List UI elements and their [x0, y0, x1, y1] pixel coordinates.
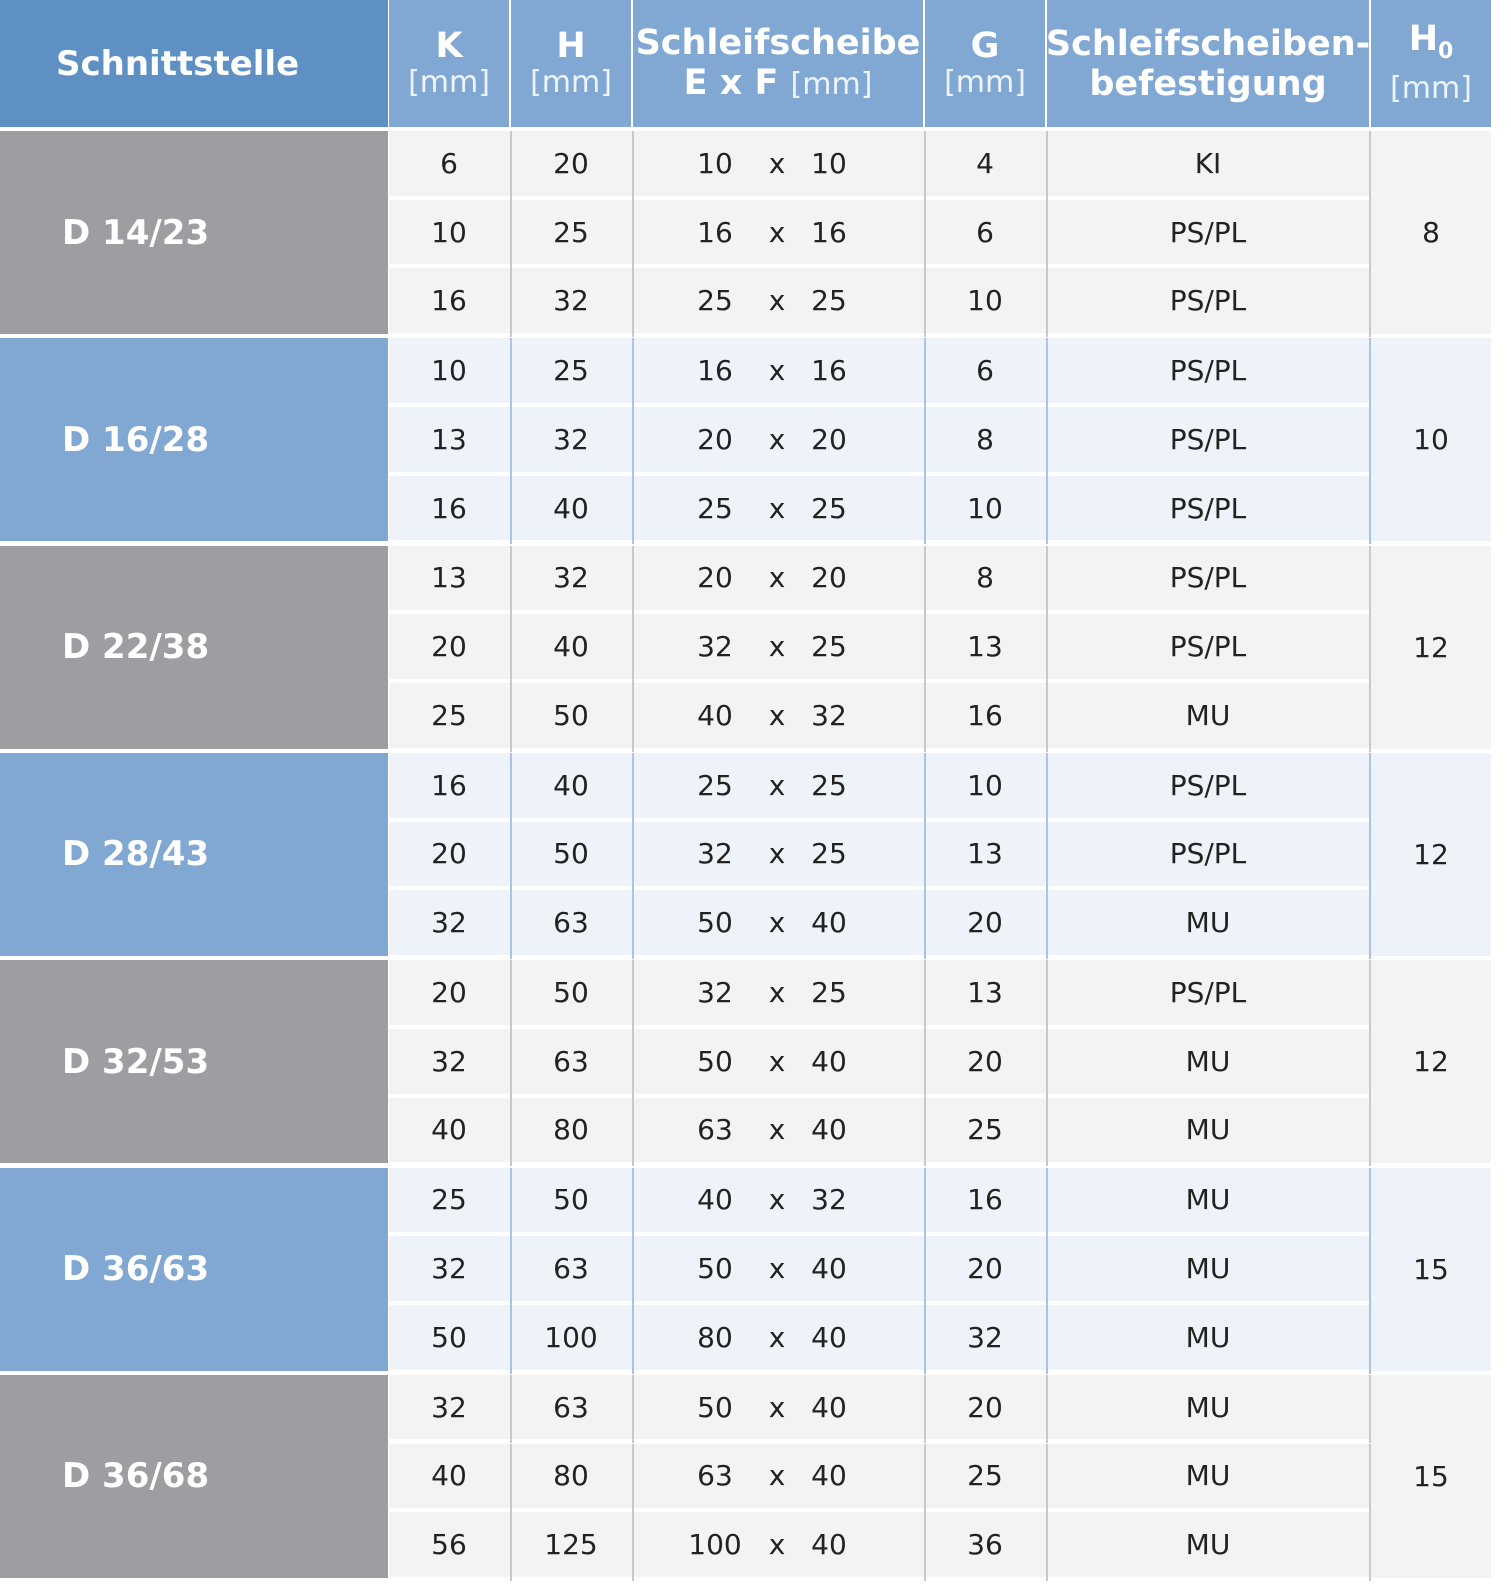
cell-bef: PS/PL [1169, 215, 1247, 249]
cell-h: 50 [553, 698, 589, 732]
cell-k: 16 [431, 768, 467, 802]
header-exf [684, 63, 873, 105]
cell-f: 32 [811, 698, 847, 732]
cell-e: 32 [697, 630, 733, 664]
cell-h: 80 [553, 1113, 589, 1147]
cell-x: x [768, 354, 786, 388]
header-k-unit: [mm] [408, 64, 490, 100]
cell-x: x [768, 491, 786, 525]
cell-k: 16 [431, 491, 467, 525]
cell-e: 40 [697, 698, 733, 732]
header-h0-letter: H [1408, 19, 1438, 59]
cell-e: 25 [697, 284, 733, 318]
cell-h: 32 [553, 561, 589, 595]
cell-x: x [768, 976, 786, 1010]
column-divider [1369, 1168, 1371, 1237]
column-divider [632, 131, 634, 200]
cell-bef: PS/PL [1169, 284, 1247, 318]
cell-k: 20 [431, 837, 467, 871]
cell-h: 25 [553, 215, 589, 249]
cell-g: 16 [967, 1183, 1003, 1217]
cell-h: 20 [553, 146, 589, 180]
column-divider [632, 1029, 634, 1098]
cell-k: 32 [431, 1252, 467, 1286]
cell-bef: PS/PL [1169, 976, 1247, 1010]
cell-h: 63 [553, 1044, 589, 1078]
header-h0-sub: 0 [1437, 39, 1454, 64]
cell-x: x [768, 1044, 786, 1078]
cell-g: 10 [967, 284, 1003, 318]
cell-bef: PS/PL [1169, 768, 1247, 802]
cell-x: x [768, 215, 786, 249]
header-k [389, 0, 509, 127]
cell-g: 20 [967, 1390, 1003, 1424]
cell-g: 20 [967, 906, 1003, 940]
cell-e: 20 [697, 422, 733, 456]
cell-k: 25 [431, 698, 467, 732]
header-g-label: G [970, 25, 1000, 66]
header-h0-unit: [mm] [1390, 71, 1472, 106]
cell-k: 40 [431, 1459, 467, 1493]
cell-x: x [768, 422, 786, 456]
cell-e: 25 [697, 491, 733, 525]
cell-e: 50 [697, 1390, 733, 1424]
cell-e: 80 [697, 1320, 733, 1354]
cell-bef: MU [1185, 1113, 1231, 1147]
cell-e: 100 [688, 1528, 742, 1562]
cell-f: 40 [811, 1528, 847, 1562]
cell-k: 32 [431, 1390, 467, 1424]
cell-x: x [768, 561, 786, 595]
h0-value: 12 [1413, 630, 1449, 664]
cell-g: 8 [976, 561, 994, 595]
column-divider [1369, 1444, 1371, 1513]
cell-f: 25 [811, 284, 847, 318]
cell-h: 40 [553, 768, 589, 802]
column-divider [632, 407, 634, 476]
cell-f: 40 [811, 1459, 847, 1493]
cell-h: 50 [553, 1183, 589, 1217]
header-schnittstelle-label: Schnittstelle [56, 43, 300, 84]
cell-h: 40 [553, 630, 589, 664]
cell-f: 20 [811, 422, 847, 456]
cell-g: 25 [967, 1459, 1003, 1493]
group-label: D 32/53 [0, 960, 388, 1163]
column-divider [1369, 960, 1371, 1029]
column-divider [632, 1375, 634, 1444]
cell-g: 13 [967, 837, 1003, 871]
header-schleifscheibe-label: Schleifscheibe [635, 22, 921, 63]
header-schnittstelle [0, 0, 388, 127]
cell-g: 20 [967, 1252, 1003, 1286]
cell-e: 40 [697, 1183, 733, 1217]
column-divider [632, 753, 634, 822]
column-divider [1369, 1375, 1371, 1444]
column-divider [632, 683, 634, 752]
column-divider [632, 200, 634, 269]
cell-h: 63 [553, 1252, 589, 1286]
cell-x: x [768, 698, 786, 732]
cell-h: 50 [553, 976, 589, 1010]
column-divider [1369, 200, 1371, 269]
cell-k: 20 [431, 976, 467, 1010]
column-divider [632, 1512, 634, 1581]
cell-f: 40 [811, 1390, 847, 1424]
cell-g: 8 [976, 422, 994, 456]
cell-e: 63 [697, 1113, 733, 1147]
column-divider [1369, 1512, 1371, 1581]
column-divider [632, 960, 634, 1029]
cell-x: x [768, 768, 786, 802]
cell-h: 100 [544, 1320, 598, 1354]
cell-h: 40 [553, 491, 589, 525]
header-befestigung [1047, 0, 1369, 127]
cell-k: 16 [431, 284, 467, 318]
cell-e: 50 [697, 906, 733, 940]
cell-bef: PS/PL [1169, 354, 1247, 388]
h0-value: 12 [1413, 837, 1449, 871]
cell-f: 25 [811, 630, 847, 664]
header-exf-unit: [mm] [790, 66, 873, 102]
column-divider [1369, 546, 1371, 615]
cell-g: 36 [967, 1528, 1003, 1562]
cell-k: 40 [431, 1113, 467, 1147]
cell-h: 50 [553, 837, 589, 871]
cell-f: 25 [811, 768, 847, 802]
cell-bef: MU [1185, 1390, 1231, 1424]
cell-e: 16 [697, 215, 733, 249]
cell-f: 25 [811, 976, 847, 1010]
header-befestigung-line1: Schleifscheiben- [1045, 23, 1371, 64]
cell-f: 32 [811, 1183, 847, 1217]
cell-e: 50 [697, 1252, 733, 1286]
cell-e: 50 [697, 1044, 733, 1078]
header-g-unit: [mm] [944, 64, 1026, 100]
cell-e: 16 [697, 354, 733, 388]
cell-bef: MU [1185, 1459, 1231, 1493]
header-schleifscheibe [633, 0, 923, 127]
cell-h: 32 [553, 422, 589, 456]
column-divider [1369, 822, 1371, 891]
cell-f: 10 [811, 146, 847, 180]
cell-x: x [768, 284, 786, 318]
cell-f: 16 [811, 215, 847, 249]
column-divider [1369, 614, 1371, 683]
cell-k: 20 [431, 630, 467, 664]
header-h0-label [1409, 20, 1454, 71]
cell-k: 50 [431, 1320, 467, 1354]
cell-bef: MU [1185, 698, 1231, 732]
cell-g: 25 [967, 1113, 1003, 1147]
cell-g: 13 [967, 976, 1003, 1010]
cell-g: 6 [976, 215, 994, 249]
h0-value: 12 [1413, 1045, 1449, 1079]
header-g [925, 0, 1045, 127]
cell-k: 13 [431, 561, 467, 595]
cell-x: x [768, 1183, 786, 1217]
h0-value: 15 [1413, 1252, 1449, 1286]
column-divider [1369, 131, 1371, 200]
column-divider [1369, 1098, 1371, 1167]
cell-x: x [768, 630, 786, 664]
column-divider [1369, 1029, 1371, 1098]
cell-g: 16 [967, 698, 1003, 732]
group-label: D 14/23 [0, 131, 388, 334]
cell-f: 40 [811, 1252, 847, 1286]
cell-k: 32 [431, 906, 467, 940]
cell-bef: MU [1185, 1320, 1231, 1354]
cell-f: 40 [811, 1113, 847, 1147]
cell-h: 63 [553, 906, 589, 940]
column-divider [1369, 407, 1371, 476]
cell-g: 32 [967, 1320, 1003, 1354]
cell-x: x [768, 906, 786, 940]
header-h0 [1371, 0, 1491, 127]
column-divider [632, 1098, 634, 1167]
cell-bef: MU [1185, 1252, 1231, 1286]
cell-h: 32 [553, 284, 589, 318]
cell-e: 10 [697, 146, 733, 180]
cell-e: 32 [697, 976, 733, 1010]
column-divider [632, 268, 634, 337]
header-h-label: H [556, 25, 586, 66]
cell-h: 63 [553, 1390, 589, 1424]
cell-k: 10 [431, 215, 467, 249]
column-divider [632, 1305, 634, 1374]
group-label: D 36/68 [0, 1375, 388, 1578]
column-divider [632, 476, 634, 545]
column-divider [632, 822, 634, 891]
group-label: D 16/28 [0, 338, 388, 541]
cell-bef: PS/PL [1169, 422, 1247, 456]
cell-k: 56 [431, 1528, 467, 1562]
cell-x: x [768, 1528, 786, 1562]
cell-f: 20 [811, 561, 847, 595]
cell-x: x [768, 1459, 786, 1493]
column-divider [1369, 338, 1371, 407]
header-k-label: K [435, 25, 463, 66]
cell-x: x [768, 1252, 786, 1286]
cell-e: 63 [697, 1459, 733, 1493]
h0-value: 8 [1422, 216, 1440, 250]
header-exf-label: E x F [683, 62, 779, 103]
cell-e: 20 [697, 561, 733, 595]
cell-g: 10 [967, 768, 1003, 802]
cell-k: 32 [431, 1044, 467, 1078]
cell-g: 13 [967, 630, 1003, 664]
h0-value: 15 [1413, 1459, 1449, 1493]
cell-h: 80 [553, 1459, 589, 1493]
cell-h: 25 [553, 354, 589, 388]
column-divider [632, 546, 634, 615]
cell-k: 6 [440, 146, 458, 180]
column-divider [1369, 268, 1371, 337]
cell-bef: KI [1194, 146, 1222, 180]
cell-f: 40 [811, 1044, 847, 1078]
cell-x: x [768, 1320, 786, 1354]
cell-x: x [768, 837, 786, 871]
header-h [511, 0, 631, 127]
cell-f: 25 [811, 837, 847, 871]
column-divider [1369, 476, 1371, 545]
cell-k: 25 [431, 1183, 467, 1217]
column-divider [1369, 1305, 1371, 1374]
cell-f: 40 [811, 906, 847, 940]
cell-bef: MU [1185, 1528, 1231, 1562]
cell-bef: MU [1185, 1183, 1231, 1217]
column-divider [632, 1168, 634, 1237]
cell-bef: MU [1185, 1044, 1231, 1078]
cell-g: 20 [967, 1044, 1003, 1078]
h0-value: 10 [1413, 423, 1449, 457]
cell-e: 25 [697, 768, 733, 802]
column-divider [1369, 1236, 1371, 1305]
cell-bef: PS/PL [1169, 837, 1247, 871]
column-divider [632, 890, 634, 959]
cell-g: 10 [967, 491, 1003, 525]
group-label: D 22/38 [0, 546, 388, 749]
header-befestigung-line2: befestigung [1089, 63, 1327, 104]
column-divider [632, 614, 634, 683]
cell-bef: PS/PL [1169, 491, 1247, 525]
cell-bef: MU [1185, 906, 1231, 940]
cell-e: 32 [697, 837, 733, 871]
column-divider [1369, 683, 1371, 752]
cell-x: x [768, 146, 786, 180]
cell-k: 13 [431, 422, 467, 456]
header-h-unit: [mm] [530, 64, 612, 100]
group-label: D 36/63 [0, 1168, 388, 1371]
column-divider [1369, 890, 1371, 959]
cell-h: 125 [544, 1528, 598, 1562]
cell-x: x [768, 1113, 786, 1147]
cell-bef: PS/PL [1169, 561, 1247, 595]
cell-g: 4 [976, 146, 994, 180]
column-divider [632, 338, 634, 407]
column-divider [1369, 753, 1371, 822]
cell-f: 40 [811, 1320, 847, 1354]
cell-g: 6 [976, 354, 994, 388]
column-divider [632, 1236, 634, 1305]
cell-x: x [768, 1390, 786, 1424]
column-divider [632, 1444, 634, 1513]
cell-f: 25 [811, 491, 847, 525]
cell-f: 16 [811, 354, 847, 388]
cell-k: 10 [431, 354, 467, 388]
group-label: D 28/43 [0, 753, 388, 956]
cell-bef: PS/PL [1169, 630, 1247, 664]
